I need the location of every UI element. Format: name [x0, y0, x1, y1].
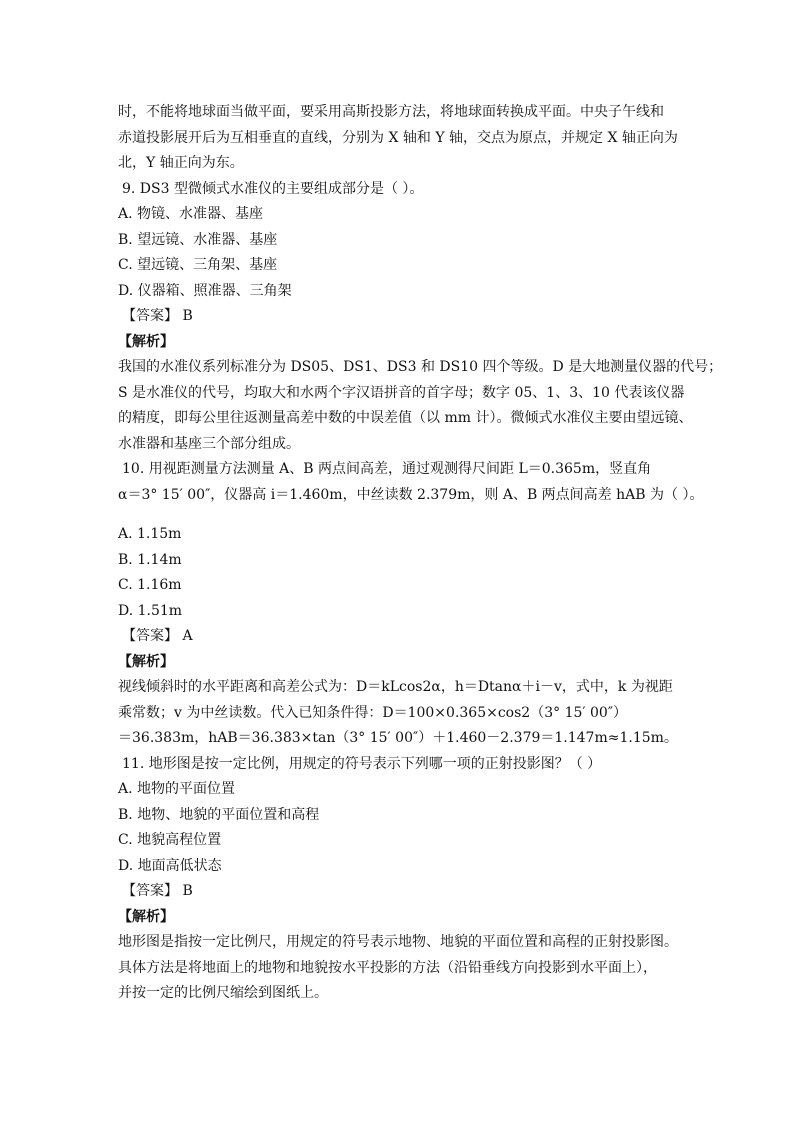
option-c: C. 望远镜、三角架、基座 [118, 257, 278, 273]
question-11 [118, 752, 688, 1007]
option-a: A. 物镜、水准器、基座 [118, 206, 264, 222]
option-b: B. 1.14m [118, 551, 182, 568]
analysis-line: 我国的水准仪系列标准分为 DS05、DS1、DS3 和 DS10 四个等级。D 是大地测量仪器的代号； [118, 359, 723, 375]
question-9 [118, 177, 723, 458]
question-text: 11. 地形图是按一定比例，用规定的符号表示下列哪一项的正射投影图？（ ） [122, 755, 602, 772]
analysis-line: S 是水准仪的代号，均取大和水两个字汉语拼音的首字母；数字 05、1、3、10 代表该仪器 [118, 384, 685, 401]
question-text: 9. DS3 型微倾式水准仪的主要组成部分是（ ）。 [122, 180, 424, 197]
option-a: A. 1.15m [118, 526, 182, 542]
option-c: C. 1.16m [118, 577, 182, 593]
option-a: A. 地物的平面位置 [118, 781, 236, 797]
analysis-line: 水准器和基座三个部分组成。 [118, 435, 300, 452]
analysis-label: 【解析】 [118, 908, 174, 925]
analysis-line: ＝36.383m，hAB＝36.383×tan（3° 15′ 00″）＋1.460－2.379＝1.147m≈1.15m。 [118, 730, 678, 746]
analysis-line: 具体方法是将地面上的地物和地貌按水平投影的方法（沿铅垂线方向投影到水平面上）， [118, 959, 657, 976]
document-page [118, 100, 723, 1007]
analysis-label: 【解析】 [118, 333, 174, 350]
intro-paragraph [118, 100, 688, 177]
intro-line: 时，不能将地球面当做平面，要采用高斯投影方法，将地球面转换成平面。中央子午线和 [118, 104, 664, 120]
question-text: 10. 用视距测量方法测量 A、B 两点间高差，通过观测得尺间距 L＝0.365m，竖直角 [122, 461, 652, 477]
option-b: B. 望远镜、水准器、基座 [118, 231, 278, 248]
analysis-line: 地形图是指按一定比例尺，用规定的符号表示地物、地貌的平面位置和高程的正射投影图。 [118, 934, 678, 950]
analysis-label: 【解析】 [118, 653, 174, 670]
spacer [118, 508, 688, 522]
analysis-line: 的精度，即每公里往返测量高差中数的中误差值（以 mm 计）。微倾式水准仪主要由望远镜、 [118, 410, 693, 426]
option-d: D. 1.51m [118, 602, 183, 619]
intro-line: 赤道投影展开后为互相垂直的直线，分别为 X 轴和 Y 轴，交点为原点，并规定 X 轴正向为 [118, 129, 678, 146]
analysis-line: 视线倾斜时的水平距离和高差公式为：D＝kLcos2α，h＝Dtanα＋i－v，式中，k 为视距 [118, 679, 673, 695]
option-d: D. 仪器箱、照准器、三角架 [118, 282, 292, 299]
analysis-line: 乘常数；v 为中丝读数。代入已知条件得：D＝100×0.365×cos2（3° 15′ 00″） [118, 704, 628, 721]
option-d: D. 地面高低状态 [118, 857, 222, 874]
question-10 [118, 457, 704, 752]
question-text: α＝3° 15′ 00″，仪器高 i＝1.460m，中丝读数 2.379m，则 A、B 两点间高差 hAB 为（ ）。 [118, 486, 704, 503]
answer-line: 【答案】 A [122, 628, 193, 644]
analysis-line: 并按一定的比例尺缩绘到图纸上。 [118, 985, 328, 1001]
answer-line: 【答案】 B [122, 308, 193, 324]
answer-line: 【答案】 B [122, 883, 193, 899]
intro-line: 北，Y 轴正向为东。 [118, 155, 244, 171]
option-c: C. 地貌高程位置 [118, 832, 222, 848]
option-b: B. 地物、地貌的平面位置和高程 [118, 806, 320, 823]
